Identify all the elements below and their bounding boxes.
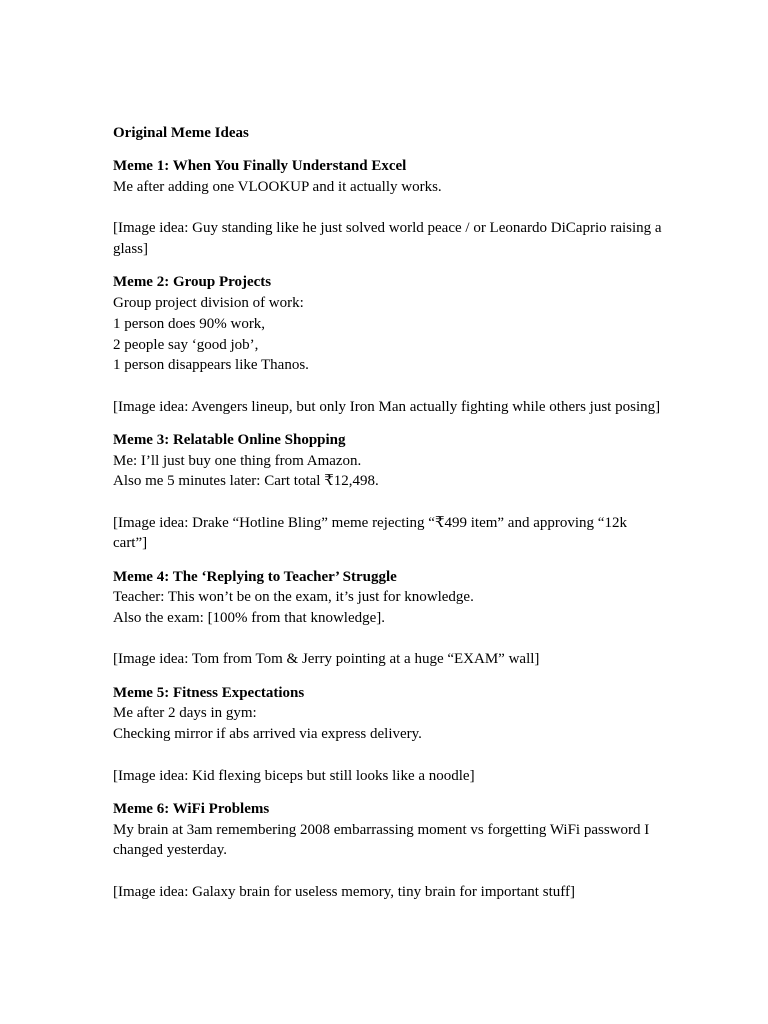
image-idea-text: [Image idea: Tom from Tom & Jerry pointing at a huge “EXAM” wall]	[113, 651, 540, 668]
image-idea-text: [Image idea: Drake “Hotline Bling” meme rejecting “₹499 item” and approving “12k cart”]	[113, 514, 627, 552]
paragraph-spacer	[113, 198, 663, 219]
paragraph-spacer	[113, 376, 663, 397]
meme-text-line: 2 people say ‘good job’,	[113, 336, 259, 353]
paragraph-spacer	[113, 745, 663, 766]
meme-heading: Meme 2: Group Projects	[113, 274, 272, 291]
document-title: Original Meme Ideas	[113, 125, 249, 141]
meme-text-line: 1 person disappears like Thanos.	[113, 357, 309, 374]
meme-section-6	[113, 799, 663, 903]
meme-text-line: My brain at 3am remembering 2008 embarrassing moment vs forgetting WiFi password I changed yesterday.	[113, 821, 650, 859]
paragraph-spacer	[113, 492, 663, 513]
meme-text-line: Me after adding one VLOOKUP and it actually works.	[113, 179, 442, 195]
image-idea-text: [Image idea: Kid flexing biceps but still looks like a noodle]	[113, 767, 475, 784]
meme-heading: Meme 1: When You Finally Understand Excel	[113, 158, 407, 175]
meme-text-line: Me after 2 days in gym:	[113, 705, 257, 722]
meme-text-line: Checking mirror if abs arrived via express delivery.	[113, 726, 422, 743]
meme-section-3	[113, 430, 663, 554]
meme-text-line: Also the exam: [100% from that knowledge].	[113, 610, 386, 627]
meme-heading: Meme 6: WiFi Problems	[113, 800, 270, 817]
image-idea-text: [Image idea: Avengers lineup, but only Iron Man actually fighting while others just posing]	[113, 398, 661, 415]
meme-text-line: 1 person does 90% work,	[113, 315, 266, 332]
meme-text-line: Also me 5 minutes later: Cart total ₹12,498.	[113, 473, 379, 490]
meme-section-1	[113, 156, 663, 260]
meme-heading: Meme 4: The ‘Replying to Teacher’ Struggle	[113, 568, 397, 585]
meme-text-line: Teacher: This won’t be on the exam, it’s just for knowledge.	[113, 589, 474, 606]
paragraph-spacer	[113, 861, 663, 882]
image-idea-text: [Image idea: Guy standing like he just solved world peace / or Leonardo DiCaprio raising a glass]	[113, 220, 662, 258]
meme-section-2	[113, 272, 663, 417]
meme-heading: Meme 5: Fitness Expectations	[113, 684, 305, 701]
meme-section-4	[113, 567, 663, 671]
meme-text-line: Group project division of work:	[113, 295, 304, 312]
meme-section-5	[113, 683, 663, 787]
paragraph-spacer	[113, 629, 663, 650]
document-page	[113, 123, 663, 915]
image-idea-text: [Image idea: Galaxy brain for useless memory, tiny brain for important stuff]	[113, 883, 575, 900]
meme-text-line: Me: I’ll just buy one thing from Amazon.	[113, 452, 362, 469]
meme-heading: Meme 3: Relatable Online Shopping	[113, 431, 346, 448]
